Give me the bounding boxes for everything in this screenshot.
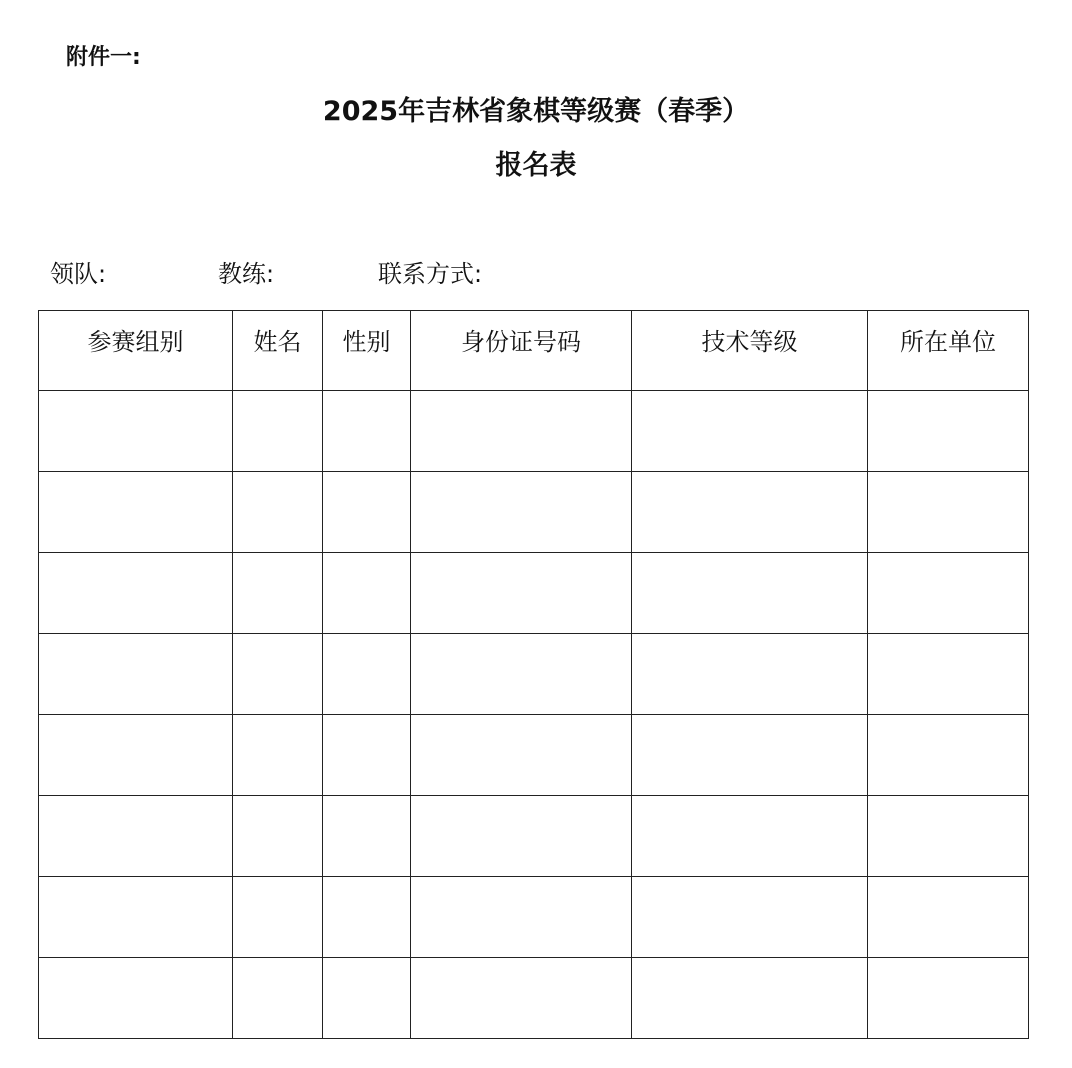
- table-row: [39, 715, 1029, 796]
- unit-cell[interactable]: [868, 796, 1029, 877]
- leader-label: 领队:: [50, 260, 107, 288]
- id-number-cell[interactable]: [411, 958, 632, 1039]
- table-row: [39, 877, 1029, 958]
- table-row: [39, 634, 1029, 715]
- registration-table: [38, 310, 1029, 1039]
- gender-cell[interactable]: [323, 472, 411, 553]
- gender-cell[interactable]: [323, 877, 411, 958]
- header-id-number: 身份证号码: [411, 311, 632, 391]
- name-cell[interactable]: [233, 877, 323, 958]
- table-row: [39, 472, 1029, 553]
- group-cell[interactable]: [39, 796, 233, 877]
- table-row: [39, 391, 1029, 472]
- gender-cell[interactable]: [323, 553, 411, 634]
- unit-cell[interactable]: [868, 391, 1029, 472]
- gender-cell[interactable]: [323, 958, 411, 1039]
- coach-label: 教练:: [218, 260, 275, 288]
- header-group: 参赛组别: [39, 311, 233, 391]
- header-unit: 所在单位: [868, 311, 1029, 391]
- attachment-label: 附件一:: [66, 45, 141, 70]
- tech-level-cell[interactable]: [632, 877, 868, 958]
- table-row: [39, 796, 1029, 877]
- name-cell[interactable]: [233, 796, 323, 877]
- table-row: [39, 553, 1029, 634]
- tech-level-cell[interactable]: [632, 553, 868, 634]
- name-cell[interactable]: [233, 391, 323, 472]
- unit-cell[interactable]: [868, 715, 1029, 796]
- name-cell[interactable]: [233, 553, 323, 634]
- header-name: 姓名: [233, 311, 323, 391]
- group-cell[interactable]: [39, 391, 233, 472]
- gender-cell[interactable]: [323, 391, 411, 472]
- group-cell[interactable]: [39, 877, 233, 958]
- id-number-cell[interactable]: [411, 391, 632, 472]
- id-number-cell[interactable]: [411, 796, 632, 877]
- id-number-cell[interactable]: [411, 553, 632, 634]
- name-cell[interactable]: [233, 958, 323, 1039]
- gender-cell[interactable]: [323, 715, 411, 796]
- table-header-row: [39, 311, 1029, 391]
- gender-cell[interactable]: [323, 796, 411, 877]
- table-row: [39, 958, 1029, 1039]
- tech-level-cell[interactable]: [632, 391, 868, 472]
- tech-level-cell[interactable]: [632, 715, 868, 796]
- contact-label: 联系方式:: [378, 260, 483, 288]
- unit-cell[interactable]: [868, 634, 1029, 715]
- tech-level-cell[interactable]: [632, 634, 868, 715]
- group-cell[interactable]: [39, 634, 233, 715]
- group-cell[interactable]: [39, 715, 233, 796]
- tech-level-cell[interactable]: [632, 472, 868, 553]
- unit-cell[interactable]: [868, 877, 1029, 958]
- tech-level-cell[interactable]: [632, 796, 868, 877]
- unit-cell[interactable]: [868, 472, 1029, 553]
- name-cell[interactable]: [233, 715, 323, 796]
- id-number-cell[interactable]: [411, 715, 632, 796]
- id-number-cell[interactable]: [411, 877, 632, 958]
- group-cell[interactable]: [39, 553, 233, 634]
- group-cell[interactable]: [39, 472, 233, 553]
- table-body: [39, 391, 1029, 1039]
- header-tech-level: 技术等级: [632, 311, 868, 391]
- document-subtitle: 报名表: [495, 150, 577, 181]
- id-number-cell[interactable]: [411, 472, 632, 553]
- team-info-row: [0, 256, 1072, 292]
- tech-level-cell[interactable]: [632, 958, 868, 1039]
- header-gender: 性别: [323, 311, 411, 391]
- group-cell[interactable]: [39, 958, 233, 1039]
- document-title: 2025年吉林省象棋等级赛（春季）: [322, 96, 750, 127]
- name-cell[interactable]: [233, 634, 323, 715]
- name-cell[interactable]: [233, 472, 323, 553]
- id-number-cell[interactable]: [411, 634, 632, 715]
- unit-cell[interactable]: [868, 958, 1029, 1039]
- gender-cell[interactable]: [323, 634, 411, 715]
- unit-cell[interactable]: [868, 553, 1029, 634]
